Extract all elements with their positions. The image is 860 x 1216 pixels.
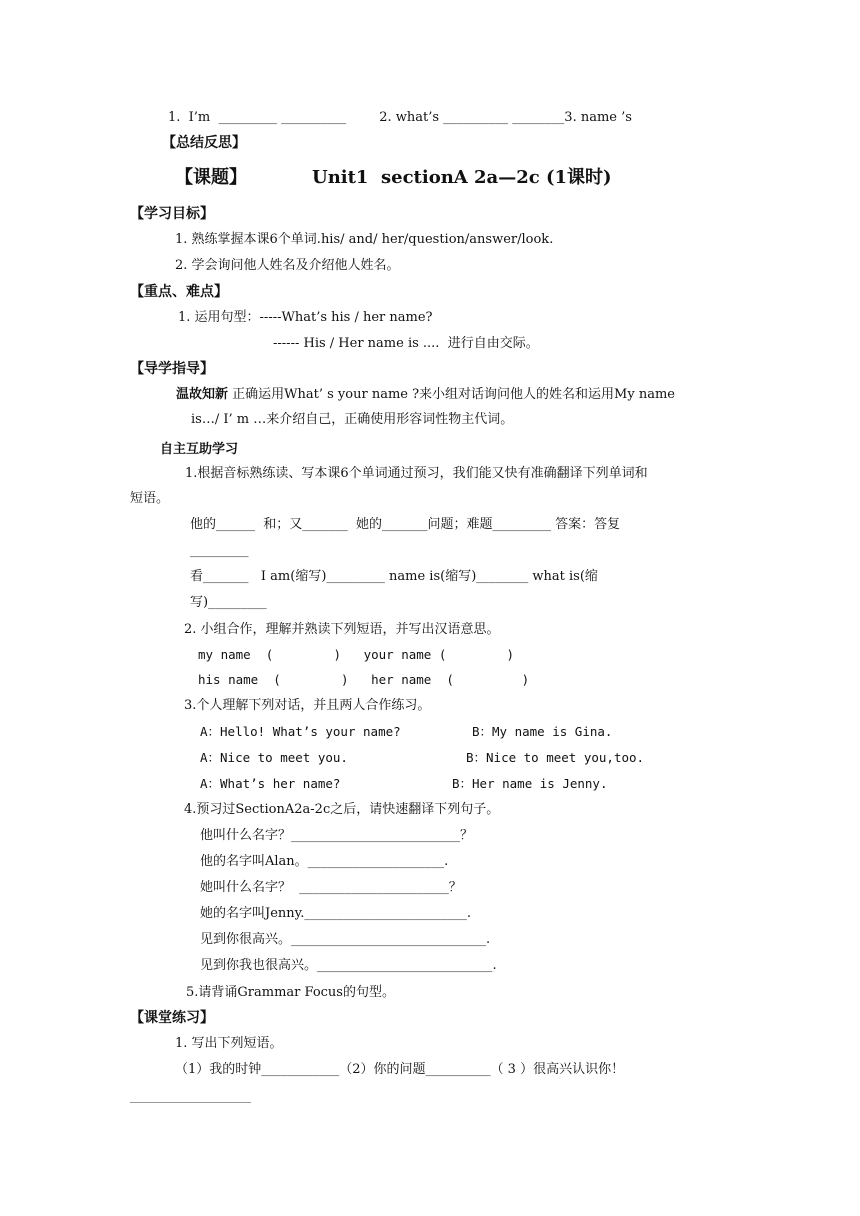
dialogue-line-b: B：My name is Gina.: [472, 724, 613, 739]
practice-fill-line: （1）我的时钟____________（2）你的问题__________（ 3 ）很高兴认识你！: [175, 1062, 625, 1077]
lesson-title-bracket: 【课题】: [175, 167, 247, 188]
key-point-sentence: ------ His / Her name is .... 进行自由交际。: [273, 336, 539, 351]
translate-sentence: 见到你我也很高兴。___________________________.: [200, 958, 497, 973]
practice-heading: 【课堂练习】: [130, 1010, 214, 1026]
translate-sentence: 他的名字叫Alan。_____________________.: [200, 854, 449, 869]
review-text: 正确运用What’ s your name ?来小组对话询问他人的姓名和运用My name: [228, 387, 675, 402]
key-point-sentence: 1. 运用句型：-----What’s his / her name?: [178, 310, 433, 325]
review-label: 温故知新: [176, 387, 229, 402]
task1-instruction-continued: 短语。: [130, 491, 170, 506]
footnote-divider: [130, 1102, 251, 1103]
vocab-fill-line: 看_______ I am(缩写)_________ name is(缩写)________ what is(缩: [190, 569, 598, 584]
phrase-row: his name ( ) her name ( ): [198, 672, 530, 687]
task3-instruction: 3.个人理解下列对话，并且两人合作练习。: [184, 698, 431, 713]
translate-sentence: 她叫什么名字？ _______________________？: [200, 880, 462, 895]
translate-sentence: 见到你很高兴。______________________________.: [200, 932, 491, 947]
phrase-row: my name ( ) your name ( ): [198, 647, 515, 662]
vocab-fill-line: 他的______ 和；又_______ 她的_______问题；难题_________ 答案：答复: [190, 517, 621, 532]
translate-sentence: 他叫什么名字？__________________________？: [200, 828, 474, 843]
task1-instruction: 1.根据音标熟练读、写本课6个单词通过预习，我们能又快有准确翻译下列单词和: [185, 466, 648, 481]
review-text-continued: is…/ I’ m …来介绍自己，正确使用形容词性物主代词。: [191, 412, 514, 427]
lesson-title: Unit1 sectionA 2a—2c (1课时): [312, 167, 612, 188]
guide-heading: 【导学指导】: [130, 361, 214, 377]
task5-instruction: 5.请背诵Grammar Focus的句型。: [186, 985, 395, 1000]
task4-instruction: 4.预习过SectionA2a-2c之后，请快速翻译下列句子。: [184, 802, 500, 817]
objectives-heading: 【学习目标】: [130, 206, 214, 222]
translate-sentence: 她的名字叫Jenny._________________________.: [200, 906, 472, 921]
dialogue-line-b: B：Her name is Jenny.: [452, 776, 608, 791]
summary-heading: 【总结反思】: [162, 135, 246, 151]
dialogue-line-a: A：Hello! What’s your name?: [200, 724, 401, 739]
key-points-heading: 【重点、难点】: [130, 284, 228, 300]
practice-item: 1. 写出下列短语。: [175, 1036, 283, 1051]
vocab-fill-line: _________: [190, 543, 249, 558]
dialogue-line-a: A：Nice to meet you.: [200, 750, 348, 765]
review-paragraph: [176, 386, 675, 404]
top-fill-line: 1. I’m _________ __________ 2. what’s __________ ________3. name ’s: [168, 110, 632, 125]
objective-item: 1. 熟练掌握本课6个单词.his/ and/ her/question/answer/look.: [175, 232, 554, 247]
objective-item: 2. 学会询问他人姓名及介绍他人姓名。: [175, 258, 400, 273]
self-study-heading: 自主互助学习: [160, 442, 239, 457]
dialogue-line-b: B：Nice to meet you,too.: [466, 750, 645, 765]
task2-instruction: 2. 小组合作，理解并熟读下列短语，并写出汉语意思。: [184, 622, 500, 637]
dialogue-line-a: A：What’s her name?: [200, 776, 341, 791]
vocab-fill-line: 写)_________: [190, 595, 267, 610]
